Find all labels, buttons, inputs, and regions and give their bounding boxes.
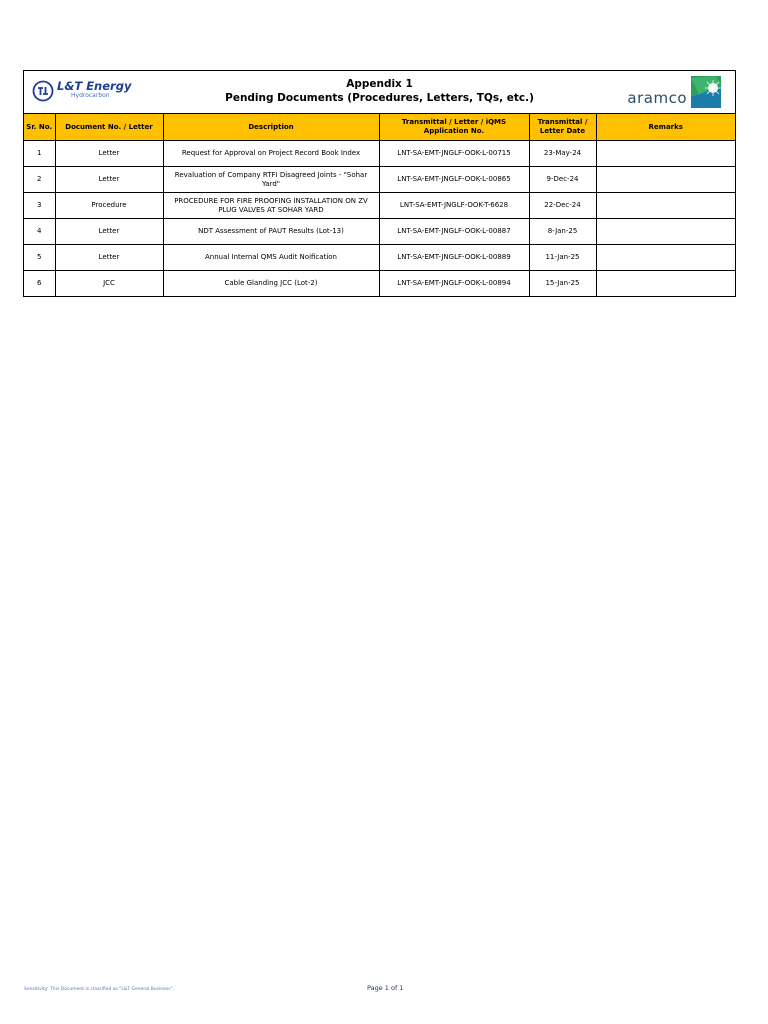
- cell-transmittal-no: LNT-SA-EMT-JNGLF-OOK-L-00865: [379, 167, 529, 193]
- cell-description: Cable Glanding JCC (Lot-2): [163, 271, 379, 297]
- cell-sr-no: 5: [24, 245, 55, 271]
- cell-description: NDT Assessment of PAUT Results (Lot-13): [163, 219, 379, 245]
- page-number: Page 1 of 1: [367, 984, 404, 992]
- aramco-logo: [627, 76, 721, 108]
- title-line-2: Pending Documents (Procedures, Letters, TQs, etc.): [225, 92, 534, 104]
- cell-remarks: [596, 141, 735, 167]
- cell-description: Revaluation of Company RTFI Disagreed Joints - "Sohar Yard": [163, 167, 379, 193]
- cell-sr-no: 3: [24, 193, 55, 219]
- column-header-date: Transmittal / Letter Date: [529, 114, 596, 141]
- cell-date: 11-Jan-25: [529, 245, 596, 271]
- title-bar: [24, 71, 735, 114]
- cell-date: 8-Jan-25: [529, 219, 596, 245]
- cell-remarks: [596, 271, 735, 297]
- cell-remarks: [596, 245, 735, 271]
- title-line-1: Appendix 1: [346, 78, 413, 90]
- cell-remarks: [596, 167, 735, 193]
- cell-sr-no: 4: [24, 219, 55, 245]
- cell-document-no: Letter: [55, 245, 163, 271]
- pending-documents-table: [24, 114, 735, 296]
- cell-document-no: Letter: [55, 167, 163, 193]
- column-header-description: Description: [163, 114, 379, 141]
- cell-transmittal-no: LNT-SA-EMT-JNGLF-OOK-L-00715: [379, 141, 529, 167]
- cell-description: PROCEDURE FOR FIRE PROOFING INSTALLATION ON ZV PLUG VALVES AT SOHAR YARD: [163, 193, 379, 219]
- cell-date: 22-Dec-24: [529, 193, 596, 219]
- table-row: [24, 193, 735, 219]
- lt-logo-subtitle: Hydrocarbon: [71, 92, 110, 99]
- column-header-sr-no: Sr. No.: [24, 114, 55, 141]
- cell-description: Request for Approval on Project Record Book Index: [163, 141, 379, 167]
- aramco-logo-name: aramco: [627, 89, 687, 107]
- cell-transmittal-no: LNT-SA-EMT-JNGLF-OOK-L-00894: [379, 271, 529, 297]
- table-row: [24, 141, 735, 167]
- table-header-row: [24, 114, 735, 141]
- cell-document-no: Letter: [55, 141, 163, 167]
- lt-logo-name: L&T Energy: [57, 79, 132, 93]
- table-row: [24, 271, 735, 297]
- column-header-remarks: Remarks: [596, 114, 735, 141]
- cell-sr-no: 1: [24, 141, 55, 167]
- cell-transmittal-no: LNT-SA-EMT-JNGLF-OOK-T-6628: [379, 193, 529, 219]
- cell-date: 23-May-24: [529, 141, 596, 167]
- cell-date: 9-Dec-24: [529, 167, 596, 193]
- cell-transmittal-no: LNT-SA-EMT-JNGLF-OOK-L-00887: [379, 219, 529, 245]
- aramco-logo-icon: [691, 76, 721, 108]
- column-header-transmittal-no: Transmittal / Letter / iQMS Application No.: [379, 114, 529, 141]
- column-header-document-no: Document No. / Letter: [55, 114, 163, 141]
- cell-sr-no: 2: [24, 167, 55, 193]
- cell-document-no: Procedure: [55, 193, 163, 219]
- table-row: [24, 219, 735, 245]
- cell-description: Annual Internal QMS Audit Noification: [163, 245, 379, 271]
- pending-documents-sheet: [23, 70, 736, 297]
- cell-remarks: [596, 219, 735, 245]
- cell-document-no: Letter: [55, 219, 163, 245]
- cell-remarks: [596, 193, 735, 219]
- table-row: [24, 245, 735, 271]
- cell-date: 15-Jan-25: [529, 271, 596, 297]
- cell-sr-no: 6: [24, 271, 55, 297]
- sensitivity-note: Sensitivity: This Document is classified as "L&T General Business".: [24, 987, 175, 992]
- cell-transmittal-no: LNT-SA-EMT-JNGLF-OOK-L-00889: [379, 245, 529, 271]
- cell-document-no: JCC: [55, 271, 163, 297]
- table-row: [24, 167, 735, 193]
